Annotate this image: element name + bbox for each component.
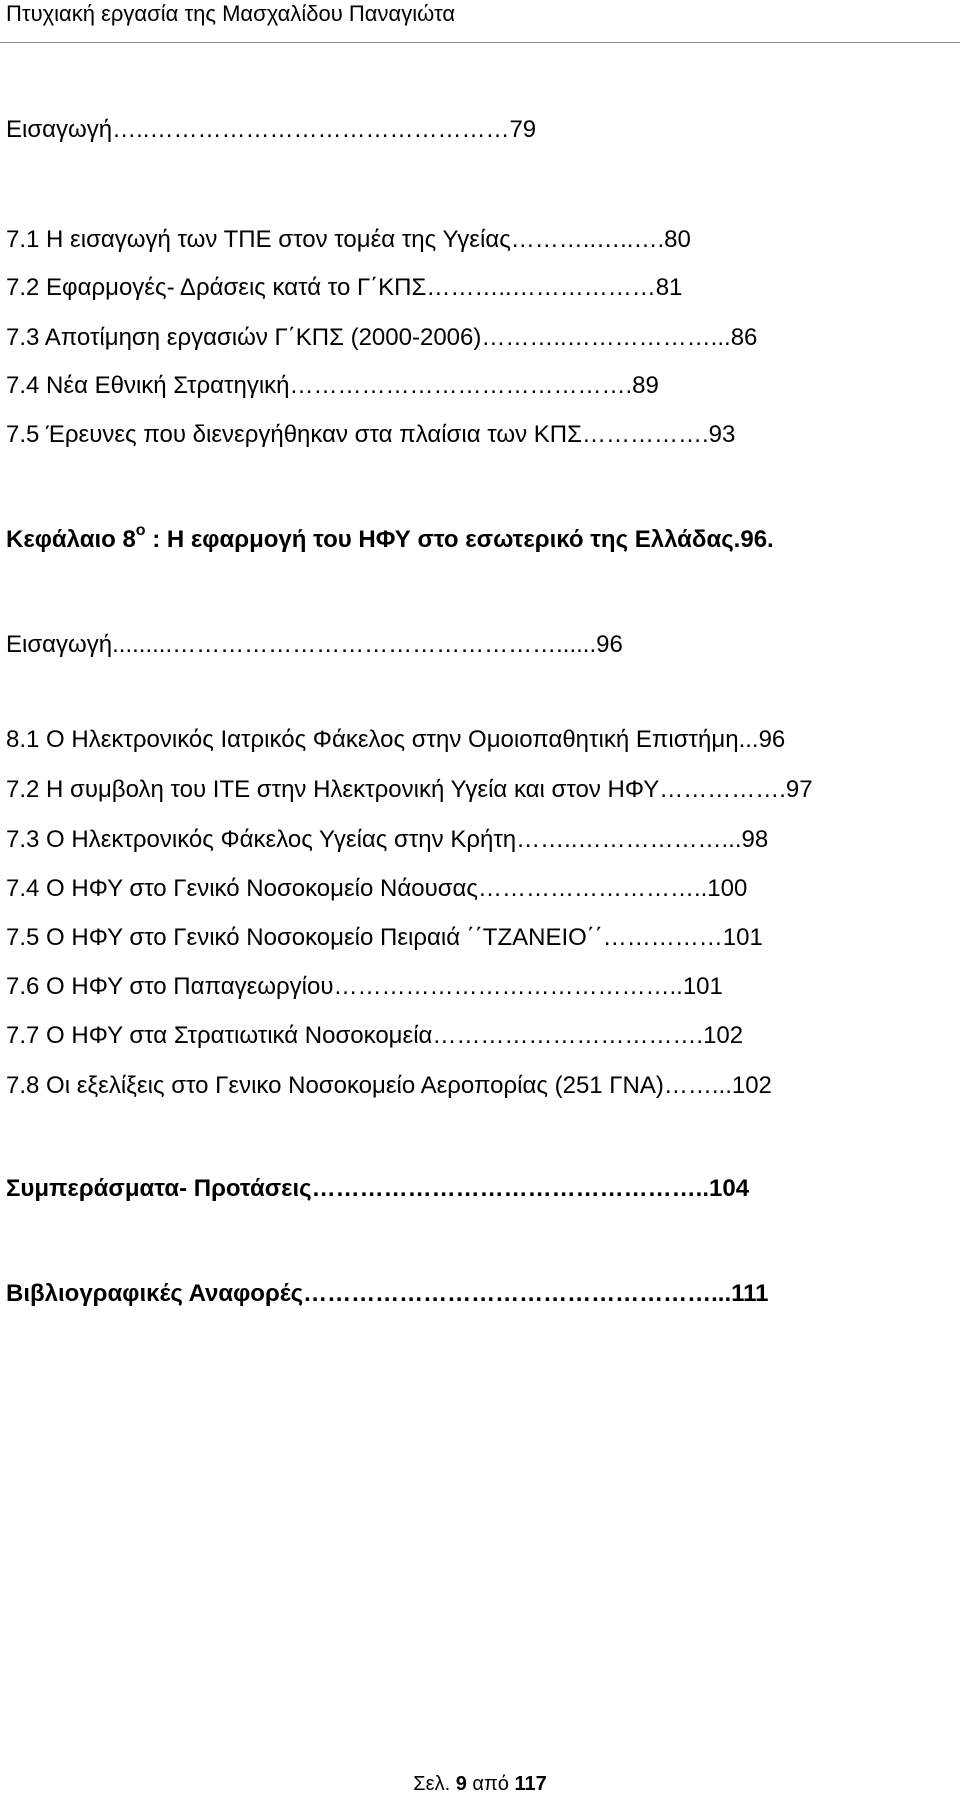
chapter-8-label: Κεφάλαιο 8 xyxy=(6,526,136,553)
toc-entry-introduction-7: Εισαγωγή…..………………………………………79 xyxy=(6,116,537,143)
page-number: 9 xyxy=(455,1773,467,1795)
toc-conclusions: Συμπεράσματα- Προτάσεις…………………………………………..104 xyxy=(6,1175,750,1202)
toc-bibliography: Βιβλιογραφικές Αναφορές……………………………………………...111 xyxy=(6,1280,769,1307)
header-divider xyxy=(0,42,960,43)
toc-entry-8-6: 7.6 Ο ΗΦΥ στο Παπαγεωργίου……………………………………..101 xyxy=(6,973,723,1000)
toc-entry-8-7: 7.7 Ο ΗΦΥ στα Στρατιωτικά Νοσοκομεία…………………………….102 xyxy=(6,1022,744,1049)
running-header: Πτυχιακή εργασία της Μασχαλίδου Παναγιώτα xyxy=(6,1,456,26)
toc-chapter-8-heading xyxy=(6,525,956,555)
toc-entry-7-5: 7.5 Έρευνες που διενεργήθηκαν στα πλαίσια των ΚΠΣ…………….93 xyxy=(6,421,736,448)
toc-entry-8-4: 7.4 Ο ΗΦΥ στο Γενικό Νοσοκομείο Νάουσας………………………..100 xyxy=(6,875,748,902)
toc-entry-7-3: 7.3 Αποτίμηση εργασιών Γ΄ΚΠΣ (2000-2006)………..………………...86 xyxy=(6,324,758,351)
toc-entry-8-1: 8.1 Ο Ηλεκτρονικός Ιατρικός Φάκελος στην Ομοιοπαθητική Επιστήμη...96 xyxy=(6,726,786,753)
page-footer xyxy=(0,1771,960,1797)
toc-entry-8-3: 7.3 Ο Ηλεκτρονικός Φάκελος Υγείας στην Κρήτη……..………………...98 xyxy=(6,826,769,853)
toc-entry-introduction-8: Εισαγωγή.........…………………………………………......96 xyxy=(6,631,623,658)
chapter-8-title: : Η εφαρμογή του ΗΦΥ στο εσωτερικό της Ελλάδας.96. xyxy=(145,526,774,553)
page-total: 117 xyxy=(514,1773,547,1795)
toc-entry-8-8: 7.8 Οι εξελίξεις στο Γενικο Νοσοκομείο Αεροπορίας (251 ΓΝΑ)……...102 xyxy=(6,1072,772,1099)
page-prefix: Σελ. xyxy=(413,1773,451,1795)
toc-entry-7-2: 7.2 Εφαρμογές- Δράσεις κατά το Γ΄ΚΠΣ………..………………81 xyxy=(6,274,683,301)
toc-entry-8-2: 7.2 Η συμβολη του ΙΤΕ στην Ηλεκτρονική Υγεία και στον ΗΦΥ…………….97 xyxy=(6,776,813,803)
toc-entry-7-1: 7.1 Η εισαγωγή των ΤΠΕ στον τομέα της Υγείας………..…..….80 xyxy=(6,226,691,253)
page-of-label: από xyxy=(472,1773,509,1795)
toc-entry-7-4: 7.4 Νέα Εθνική Στρατηγική…………………………………….89 xyxy=(6,372,659,399)
chapter-8-ordinal-suffix: ο xyxy=(135,525,146,539)
toc-entry-8-5: 7.5 Ο ΗΦΥ στο Γενικό Νοσοκομείο Πειραιά ΄΄ΤΖΑΝΕΙΟ΄΄……………101 xyxy=(6,924,763,951)
